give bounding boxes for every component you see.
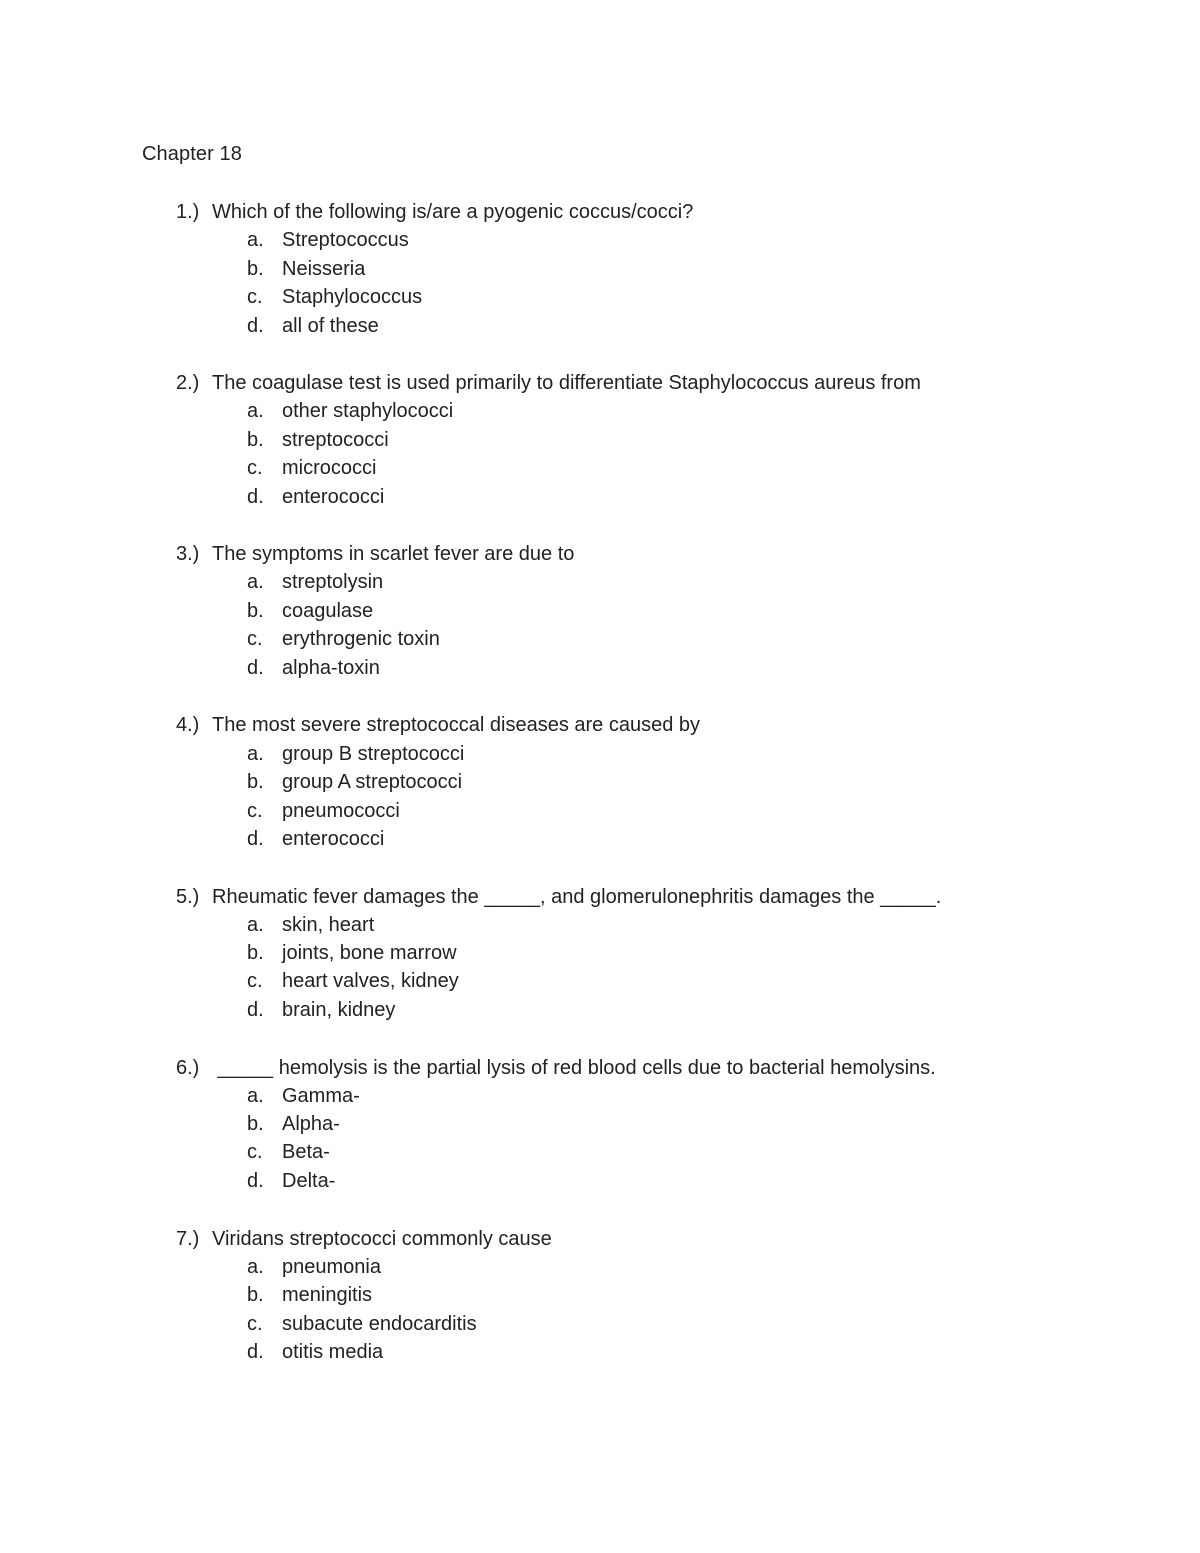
option-letter: d.: [247, 1341, 264, 1363]
answer-option-d: [247, 483, 1047, 511]
option-text: meningitis: [282, 1284, 373, 1306]
option-letter: a.: [247, 229, 264, 251]
answer-option-b: [247, 597, 1047, 625]
answer-option-c: [247, 967, 1047, 995]
answer-option-d: [247, 825, 1047, 853]
option-text: Streptococcus: [282, 229, 409, 251]
answer-option-d: [247, 312, 1047, 340]
question-text: Rheumatic fever damages the _____, and glomerulonephritis damages the _____.: [212, 886, 942, 908]
answer-option-c: [247, 454, 1047, 482]
option-text: subacute endocarditis: [282, 1313, 477, 1335]
option-text: enterococci: [282, 486, 385, 508]
option-text: all of these: [282, 315, 379, 337]
question-text: Which of the following is/are a pyogenic coccus/cocci?: [212, 201, 694, 223]
question-number: 4.): [176, 714, 200, 736]
option-text: erythrogenic toxin: [282, 628, 440, 650]
option-text: Neisseria: [282, 258, 366, 280]
document-title: Chapter 18: [142, 143, 242, 165]
question-number: 3.): [176, 543, 200, 565]
option-text: Beta-: [282, 1141, 330, 1163]
answer-option-b: [247, 255, 1047, 283]
option-text: skin, heart: [282, 914, 375, 936]
answer-option-d: [247, 1167, 1047, 1195]
answer-option-b: [247, 768, 1047, 796]
option-letter: d.: [247, 657, 264, 679]
question-text: The symptoms in scarlet fever are due to: [212, 543, 575, 565]
answer-option-a: [247, 397, 1047, 425]
question-text: The most severe streptococcal diseases are caused by: [212, 714, 701, 736]
option-letter: c.: [247, 286, 263, 308]
answer-option-a: [247, 226, 1047, 254]
option-letter: d.: [247, 315, 264, 337]
option-letter: d.: [247, 828, 264, 850]
answer-option-b: [247, 1281, 1047, 1309]
option-letter: c.: [247, 800, 263, 822]
option-letter: c.: [247, 1313, 263, 1335]
option-letter: a.: [247, 743, 264, 765]
question-stem: [176, 711, 1076, 739]
option-text: pneumonia: [282, 1256, 381, 1278]
option-text: alpha-toxin: [282, 657, 380, 679]
answer-option-c: [247, 283, 1047, 311]
option-text: streptolysin: [282, 571, 384, 593]
answer-option-a: [247, 568, 1047, 596]
question-text: _____ hemolysis is the partial lysis of red blood cells due to bacterial hemolysins.: [212, 1057, 936, 1079]
answer-option-a: [247, 1082, 1047, 1110]
option-text: enterococci: [282, 828, 385, 850]
option-letter: c.: [247, 1141, 263, 1163]
answer-option-c: [247, 1138, 1047, 1166]
option-letter: c.: [247, 970, 263, 992]
option-letter: b.: [247, 771, 264, 793]
answer-option-c: [247, 797, 1047, 825]
option-text: otitis media: [282, 1341, 384, 1363]
option-letter: a.: [247, 914, 264, 936]
question-number: 1.): [176, 201, 200, 223]
option-letter: c.: [247, 628, 263, 650]
option-letter: c.: [247, 457, 263, 479]
option-text: group A streptococci: [282, 771, 463, 793]
answer-option-c: [247, 625, 1047, 653]
question-stem: [176, 1225, 1076, 1253]
option-text: joints, bone marrow: [282, 942, 457, 964]
option-letter: b.: [247, 1113, 264, 1135]
option-letter: b.: [247, 258, 264, 280]
question-stem: [176, 540, 1076, 568]
option-text: Staphylococcus: [282, 286, 423, 308]
option-text: other staphylococci: [282, 400, 454, 422]
option-text: micrococci: [282, 457, 377, 479]
answer-option-d: [247, 996, 1047, 1024]
question-text: The coagulase test is used primarily to differentiate Staphylococcus aureus from: [212, 372, 921, 394]
option-text: coagulase: [282, 600, 374, 622]
option-text: heart valves, kidney: [282, 970, 459, 992]
option-letter: b.: [247, 600, 264, 622]
option-letter: a.: [247, 1256, 264, 1278]
option-text: Alpha-: [282, 1113, 340, 1135]
option-letter: a.: [247, 1085, 264, 1107]
answer-option-a: [247, 740, 1047, 768]
question-number: 5.): [176, 886, 200, 908]
option-letter: a.: [247, 571, 264, 593]
option-text: brain, kidney: [282, 999, 396, 1021]
option-letter: d.: [247, 486, 264, 508]
question-text: Viridans streptococci commonly cause: [212, 1228, 552, 1250]
option-text: streptococci: [282, 429, 389, 451]
option-letter: d.: [247, 999, 264, 1021]
option-text: Delta-: [282, 1170, 336, 1192]
question-stem: [176, 1054, 1076, 1082]
question-number: 7.): [176, 1228, 200, 1250]
option-letter: b.: [247, 1284, 264, 1306]
answer-option-a: [247, 1253, 1047, 1281]
answer-option-d: [247, 654, 1047, 682]
answer-option-b: [247, 1110, 1047, 1138]
question-stem: [176, 369, 1076, 397]
answer-option-a: [247, 911, 1047, 939]
option-letter: d.: [247, 1170, 264, 1192]
option-text: group B streptococci: [282, 743, 465, 765]
answer-option-c: [247, 1310, 1047, 1338]
answer-option-d: [247, 1338, 1047, 1366]
question-number: 6.): [176, 1057, 200, 1079]
option-text: Gamma-: [282, 1085, 360, 1107]
option-text: pneumococci: [282, 800, 400, 822]
answer-option-b: [247, 939, 1047, 967]
question-stem: [176, 883, 1076, 911]
option-letter: b.: [247, 942, 264, 964]
answer-option-b: [247, 426, 1047, 454]
option-letter: b.: [247, 429, 264, 451]
option-letter: a.: [247, 400, 264, 422]
question-stem: [176, 198, 1076, 226]
question-number: 2.): [176, 372, 200, 394]
